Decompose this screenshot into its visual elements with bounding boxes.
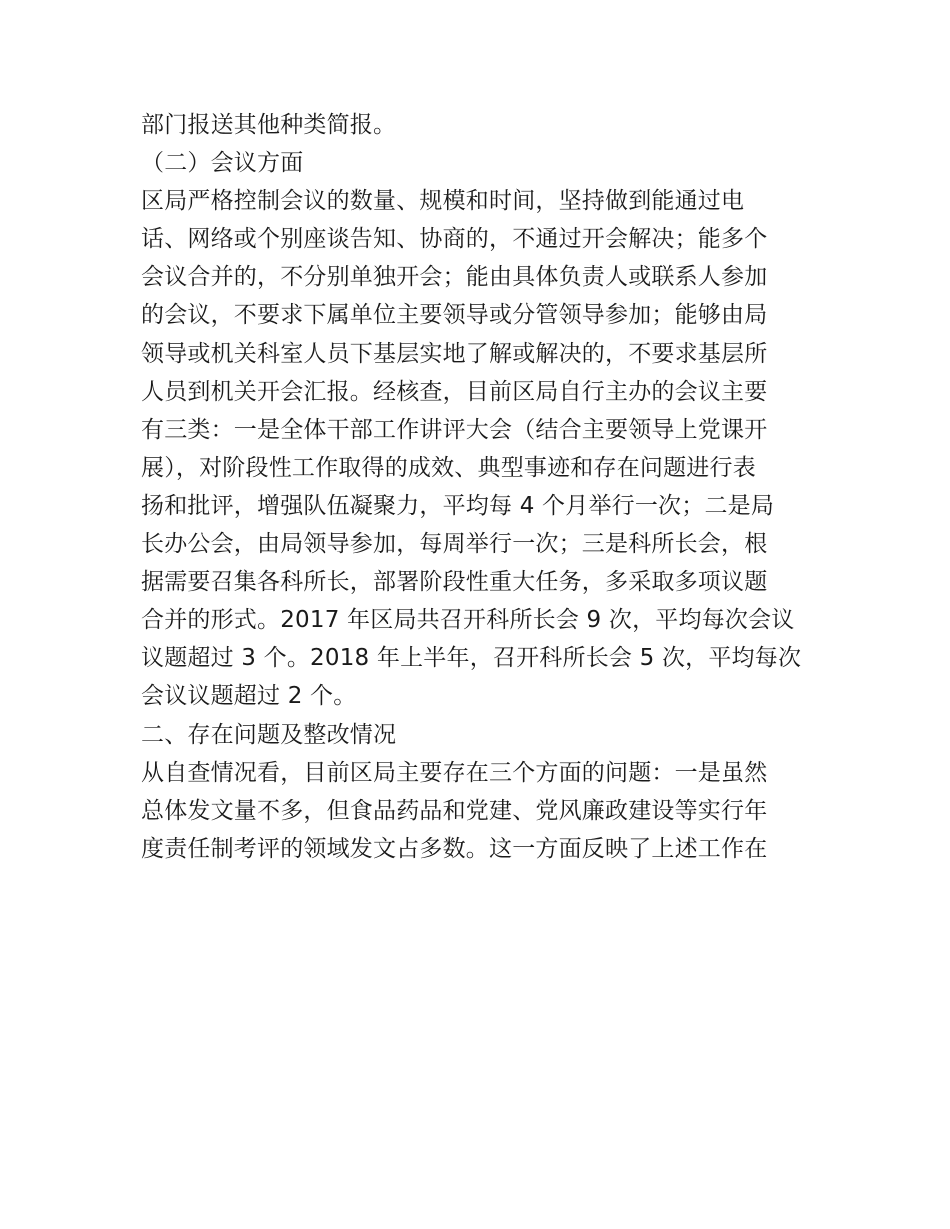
text-line: 领导或机关科室人员下基层实地了解或解决的，不要求基层所	[141, 340, 768, 367]
text-line: 长办公会，由局领导参加，每周举行一次；三是科所长会，根	[141, 531, 768, 558]
text-line: 总体发文量不多，但食品药品和党建、党风廉政建设等实行年	[141, 797, 768, 824]
text-line: 合并的形式。2017 年区局共召开科所长会 9 次，平均每次会议	[141, 607, 795, 634]
section-heading: 二、存在问题及整改情况	[141, 721, 397, 748]
section-heading: （二）会议方面	[141, 150, 304, 177]
text-line: 部门报送其他种类简报。	[141, 112, 397, 138]
text-line: 人员到机关开会汇报。经核查，目前区局自行主办的会议主要	[141, 378, 768, 405]
text-line: 会议合并的，不分别单独开会；能由具体负责人或联系人参加	[141, 264, 768, 291]
text-line: 有三类：一是全体干部工作讲评大会（结合主要领导上党课开	[141, 416, 768, 443]
text-line: 据需要召集各科所长，部署阶段性重大任务，多采取多项议题	[141, 569, 768, 596]
text-line: 扬和批评，增强队伍凝聚力，平均每 4 个月举行一次；二是局	[141, 492, 775, 519]
text-line: 会议议题超过 2 个。	[141, 683, 357, 710]
document-body	[141, 106, 821, 868]
text-line: 议题超过 3 个。2018 年上半年，召开科所长会 5 次，平均每次	[141, 645, 802, 672]
text-line: 的会议，不要求下属单位主要领导或分管领导参加；能够由局	[141, 302, 768, 329]
text-line: 从自查情况看，目前区局主要存在三个方面的问题：一是虽然	[141, 759, 768, 786]
text-line: 展），对阶段性工作取得的成效、典型事迹和存在问题进行表	[141, 454, 756, 481]
text-line: 度责任制考评的领域发文占多数。这一方面反映了上述工作在	[141, 835, 768, 862]
text-line: 话、网络或个别座谈告知、协商的，不通过开会解决；能多个	[141, 226, 768, 253]
text-line: 区局严格控制会议的数量、规模和时间，坚持做到能通过电	[141, 188, 745, 215]
